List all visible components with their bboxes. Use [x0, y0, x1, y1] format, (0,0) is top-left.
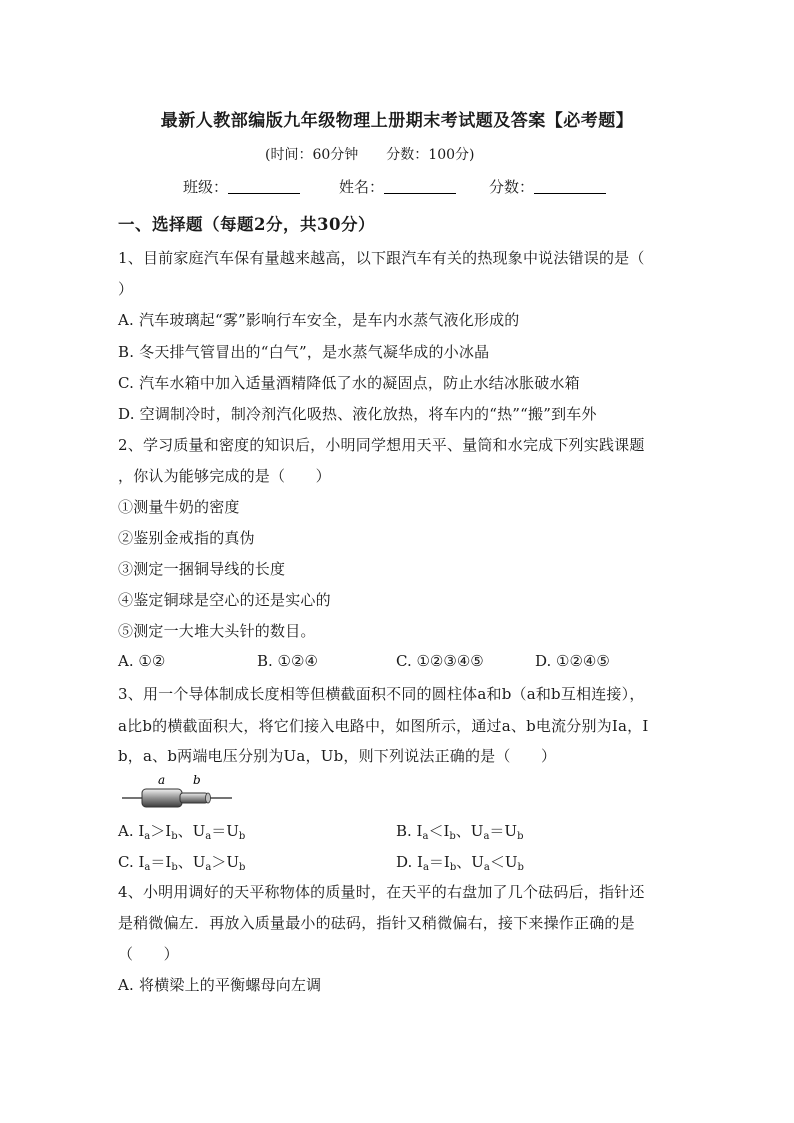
q1-option-b[interactable]: B. 冬天排气管冒出的“白气”，是水蒸气凝华成的小冰晶	[118, 343, 490, 361]
class-blank[interactable]	[228, 179, 300, 194]
q3-stem-line1: 3、用一个导体制成长度相等但横截面积不同的圆柱体a和b（a和b互相连接），	[118, 685, 645, 703]
name-field	[339, 176, 456, 197]
label-a: a	[158, 773, 166, 787]
q3-option-c[interactable]: C. $I_a=I_b$、$U_a>U_b$	[118, 853, 246, 873]
cylinder-b-end	[206, 793, 211, 803]
class-label: 班级：	[183, 178, 229, 196]
q4-option-a[interactable]: A. 将横梁上的平衡螺母向左调	[118, 976, 322, 994]
q2-item-2: ②鉴别金戒指的真伪	[118, 529, 255, 547]
score-label: 分数：	[489, 178, 535, 196]
q1-stem-line2: ）	[118, 280, 134, 298]
q1-option-d[interactable]: D. 空调制冷时，制冷剂汽化吸热、液化放热，将车内的“热”“搬”到车外	[118, 405, 597, 423]
q1-option-a[interactable]: A. 汽车玻璃起“雾”影响行车安全，是车内水蒸气液化形成的	[118, 311, 520, 329]
q4-stem-line1: 4、小明用调好的天平称物体的质量时，在天平的右盘加了几个砝码后，指针还	[118, 883, 645, 901]
q2-item-1: ①测量牛奶的密度	[118, 498, 240, 516]
q2-option-d[interactable]: D. ①②④⑤	[535, 652, 610, 670]
q3-option-a[interactable]: A. $I_a>I_b$、$U_a=U_b$	[118, 822, 246, 842]
q3-option-d[interactable]: D. $I_a=I_b$、$U_a<U_b$	[396, 853, 524, 873]
page-title: 最新人教部编版九年级物理上册期末考试题及答案【必考题】	[160, 111, 634, 131]
q1-stem-line1: 1、目前家庭汽车保有量越来越高，以下跟汽车有关的热现象中说法错误的是（	[118, 249, 645, 267]
q2-stem-line2: ，你认为能够完成的是（ ）	[118, 467, 331, 485]
label-b: b	[193, 773, 201, 787]
q2-item-3: ③测定一捆铜导线的长度	[118, 560, 286, 578]
q2-item-5: ⑤测定一大堆大头针的数目。	[118, 622, 316, 640]
q3-stem-line2: a比b的横截面积大，将它们接入电路中，如图所示，通过a、b电流分别为Ia，I	[118, 717, 649, 735]
q3-option-b[interactable]: B. $I_a<I_b$、$U_a=U_b$	[396, 822, 524, 842]
section-heading: 一、选择题（每题2分，共30分）	[118, 215, 375, 234]
cylinder-a	[142, 789, 182, 807]
total-score: 分数：100分)	[386, 147, 475, 163]
score-field	[489, 176, 606, 197]
q4-stem-line2: 是稍微偏左．再放入质量最小的砝码，指针又稍微偏右，接下来操作正确的是	[118, 914, 635, 932]
cylinder-b	[180, 793, 208, 803]
q3-stem-line3: b，a、b两端电压分别为Ua，Ub，则下列说法正确的是（ ）	[118, 747, 557, 765]
q2-stem-line1: 2、学习质量和密度的知识后，小明同学想用天平、量筒和水完成下列实践课题	[118, 436, 645, 454]
q1-option-c[interactable]: C. 汽车水箱中加入适量酒精降低了水的凝固点，防止水结冰胀破水箱	[118, 374, 580, 392]
score-blank[interactable]	[534, 179, 606, 194]
exam-meta	[265, 144, 474, 164]
q2-option-b[interactable]: B. ①②④	[257, 652, 318, 670]
q2-item-4: ④鉴定铜球是空心的还是实心的	[118, 591, 331, 609]
name-blank[interactable]	[384, 179, 456, 194]
time-limit: (时间：60分钟	[265, 147, 359, 163]
q2-option-c[interactable]: C. ①②③④⑤	[396, 652, 484, 670]
class-field	[183, 176, 300, 197]
q2-option-a[interactable]: A. ①②	[118, 652, 166, 670]
name-label: 姓名：	[339, 178, 385, 196]
conductor-figure	[118, 772, 238, 814]
q4-stem-line3: （ ）	[118, 945, 179, 963]
